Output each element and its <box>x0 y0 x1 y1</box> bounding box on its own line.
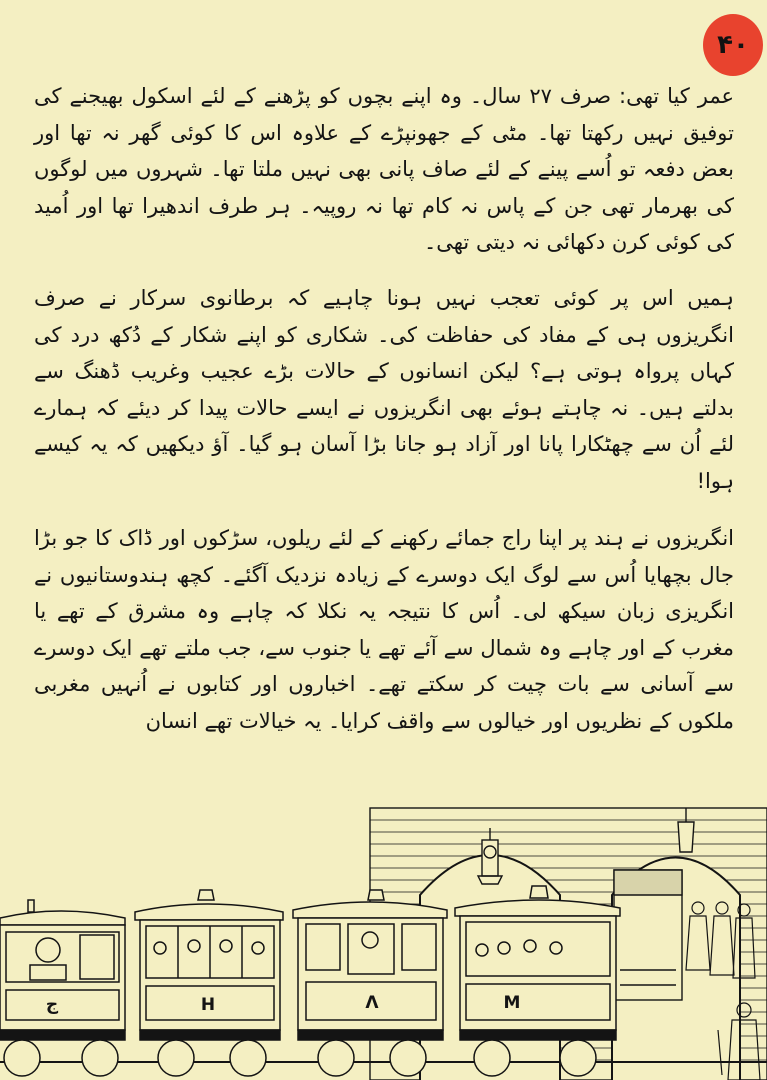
carriage-letter-4: M <box>503 993 521 1013</box>
page-number: ۴۰ <box>717 30 749 60</box>
paragraph-1: عمر کیا تھی: صرف ۲۷ سال۔ وہ اپنے بچوں کو پڑھنے کے لئے اسکول بھیجنے کی توفیق نہیں رکھتا تھا۔ مٹی کے جھونپڑے کے علاوہ اس کا کوئی گھر نہ تھا اور بعض دفعہ تو اُسے پینے کے لئے صاف پانی بھی نہیں ملتا تھا۔ شہروں میں لوگوں کی بھرمار تھی جن کے پاس نہ کام تھا نہ روپیہ۔ ہر طرف اندھیرا تھا اور اُمید کی کوئی کرن دکھائی نہ دیتی تھی۔ <box>34 84 735 254</box>
paragraph-3: انگریزوں نے ہند پر اپنا راج جمائے رکھنے کے لئے ریلوں، سڑکوں اور ڈاک کا جو بڑا جال بچھایا اُس سے لوگ ایک دوسرے کے زیادہ نزدیک آگئے۔ کچھ ہندوستانیوں نے انگریزی زبان سیکھ لی۔ اُس کا نتیجہ یہ نکلا کہ چاہے وہ مشرق کے تھے یا مغرب کے اور چاہے وہ شمال سے آئے تھے یا جنوب سے، جب ملتے تھے ایک دوسرے سے آسانی سے بات چیت کر سکتے تھے۔ اخباروں اور کتابوں نے اُنہیں مغربی ملکوں کے نظریوں اور خیالوں سے واقف کرایا۔ یہ خیالات تھے انسان <box>34 526 734 733</box>
carriage-2 <box>135 890 283 1076</box>
carriage-letter-3: Λ <box>365 993 379 1013</box>
carriage-1 <box>0 900 125 1076</box>
carriage-letter-2: H <box>200 995 216 1015</box>
paragraph-2: ہمیں اس پر کوئی تعجب نہیں ہونا چاہیے کہ برطانوی سرکار نے صرف انگریزوں ہی کے مفاد کی حفاظت کی۔ شکاری کو اپنے شکار کے دُکھ درد کی کہاں پرواہ ہوتی ہے؟ لیکن انسانوں کے حالات بڑے عجیب وغریب ڈھنگ سے بدلتے ہیں۔ نہ چاہتے ہوئے بھی انگریزوں نے ایسے حالات پیدا کر دیئے کہ ہمارے لئے اُن سے چھٹکارا پانا اور آزاد ہو جانا بڑا آسان ہو گیا۔ آؤ دیکھیں کہ یہ کیسے ہوا! <box>34 286 734 493</box>
page-number-badge <box>703 14 763 76</box>
carriage-letter-1: ج <box>45 995 59 1015</box>
train-station-illustration <box>0 800 767 1080</box>
